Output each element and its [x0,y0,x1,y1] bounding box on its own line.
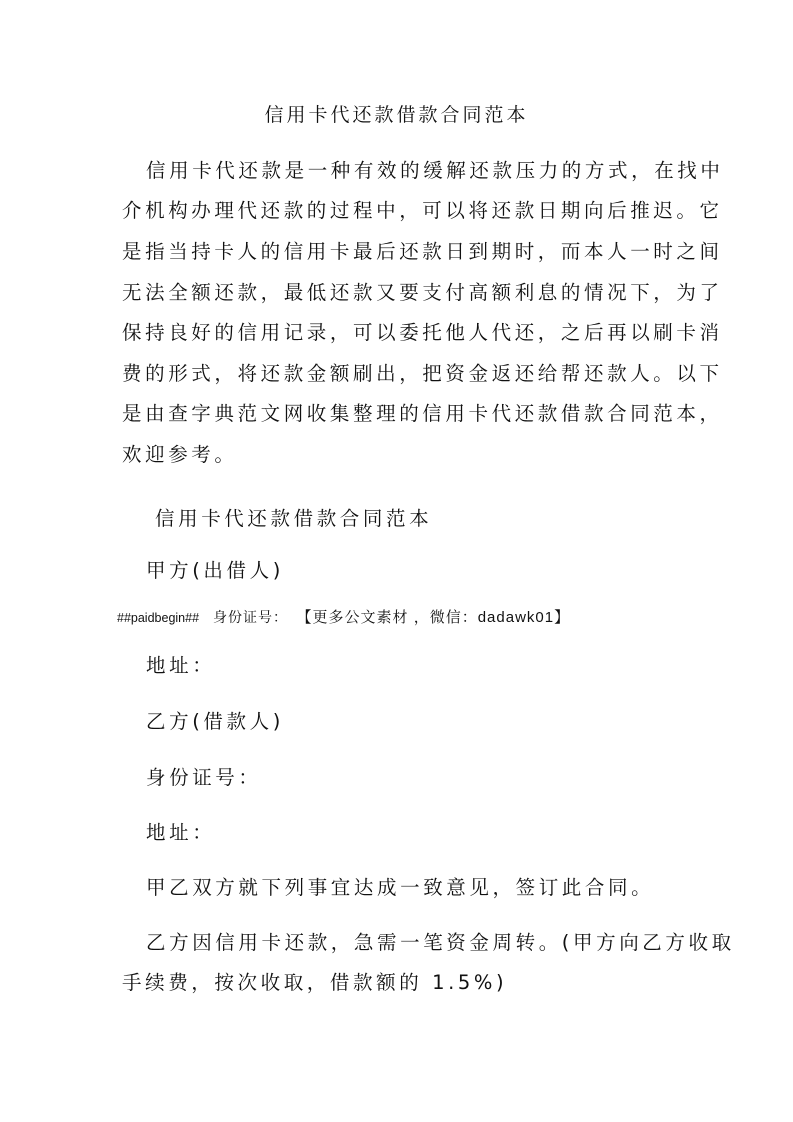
party-b-label: 乙方(借款人) [146,710,284,733]
intro-line-6: 费的形式，将还款金额刷出，把资金返还给帮还款人。以下 [122,362,723,385]
party-a-label: 甲方(出借人) [146,559,284,582]
intro-line-2: 介机构办理代还款的过程中，可以将还款日期向后推迟。它 [122,199,723,222]
clause-line-1: 乙方因信用卡还款，急需一笔资金周转。(甲方向乙方收取 [146,931,735,954]
intro-line-3: 是指当持卡人的信用卡最后还款日到期时，而本人一时之间 [122,240,723,263]
paid-marker-row [117,607,570,628]
clause-line-2: 手续费，按次收取，借款额的 1.5%) [122,971,508,994]
party-a-address-label: 地址： [146,654,216,677]
intro-line-5: 保持良好的信用记录，可以委托他人代还，之后再以刷卡消 [122,321,723,344]
party-b-id-label: 身份证号： [146,766,262,789]
intro-line-4: 无法全额还款，最低还款又要支付高额利息的情况下，为了 [122,281,723,304]
intro-line-1: 信用卡代还款是一种有效的缓解还款压力的方式，在找中 [146,159,724,182]
intro-line-7: 是由查字典范文网收集整理的信用卡代还款借款合同范本， [122,402,723,425]
intro-line-8: 欢迎参考。 [122,443,238,466]
section-subtitle: 信用卡代还款借款合同范本 [155,507,433,530]
document-title: 信用卡代还款借款合同范本 [264,104,529,126]
party-a-id-label: 身份证号： [213,609,289,625]
party-b-address-label: 地址： [146,821,216,844]
agreement-statement: 甲乙双方就下列事宜达成一致意见，签订此合同。 [146,876,655,899]
paid-marker: ##paidbegin## [117,611,200,625]
promo-text: 【更多公文素材 ，微信：dadawk01】 [304,609,571,626]
